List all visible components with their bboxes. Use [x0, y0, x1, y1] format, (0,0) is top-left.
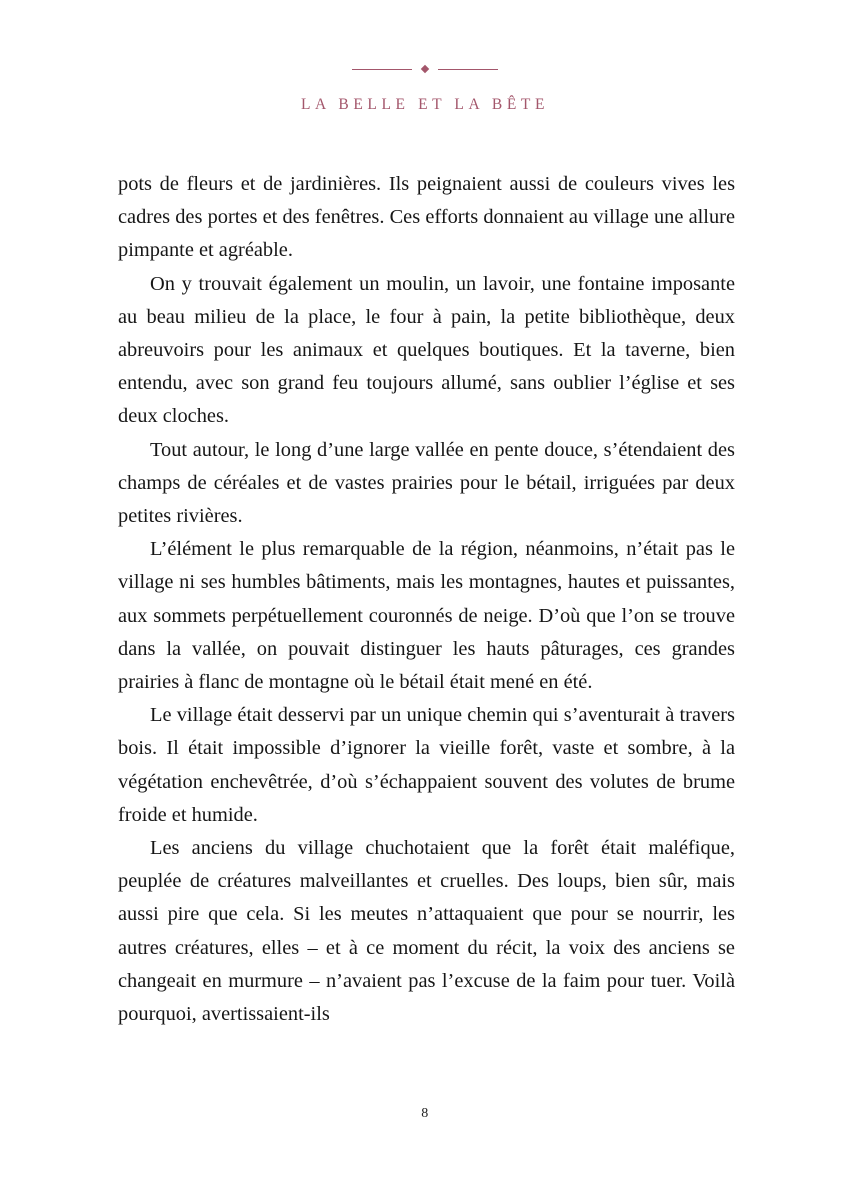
paragraph: pots de fleurs et de jardinières. Ils peignaient aussi de couleurs vives les cadres des portes et des fenêtres. Ces efforts donnaient au village une allure pimpante et agréable. [118, 173, 735, 262]
paragraph: Le village était desservi par un unique chemin qui s’aventurait à travers bois. Il était impossible d’ignorer la vieille forêt, vaste et sombre, à la végétation enchevêtrée, d’où s’échappaient souvent des volutes de brume froide et humide. [118, 704, 735, 826]
diamond-ornament-icon [0, 58, 850, 80]
ornament-rule-right [438, 69, 498, 70]
running-head: LA BELLE ET LA BÊTE [300, 96, 550, 113]
body-text [118, 168, 735, 1031]
paragraph: On y trouvait également un moulin, un lavoir, une fontaine imposante au beau milieu de la place, le four à pain, la petite bibliothèque, deux abreuvoirs pour les animaux et quelques boutiques. Et la taverne, bien entendu, avec son grand feu toujours allumé, sans oublier l’église et ses deux cloches. [118, 272, 735, 428]
ornament-diamond [421, 65, 429, 73]
paragraph: Tout autour, le long d’une large vallée en pente douce, s’étendaient des champs de céréales et de vastes prairies pour le bétail, irriguées par deux petites rivières. [118, 438, 735, 528]
paragraph: L’élément le plus remarquable de la région, néanmoins, n’était pas le village ni ses humbles bâtiments, mais les montagnes, hautes et puissantes, aux sommets perpétuellement couronnés de neige. D’où que l’on se trouve dans la vallée, on pouvait distinguer les hauts pâturages, ces grandes prairies à flanc de montagne où le bétail était mené en été. [118, 538, 735, 694]
page-number: 8 [421, 1106, 429, 1121]
paragraph: Les anciens du village chuchotaient que la forêt était maléfique, peuplée de créatures malveillantes et cruelles. Des loups, bien sûr, mais aussi pire que cela. Si les meutes n’attaquaient que pour se nourrir, les autres créatures, elles – et à ce moment du récit, la voix des anciens se changeait en murmure – n’avaient pas l’excuse de la faim pour tuer. Voilà pourquoi, avertissaient-ils [118, 837, 735, 1026]
page-header [0, 58, 850, 114]
ornament-rule-left [352, 69, 412, 70]
